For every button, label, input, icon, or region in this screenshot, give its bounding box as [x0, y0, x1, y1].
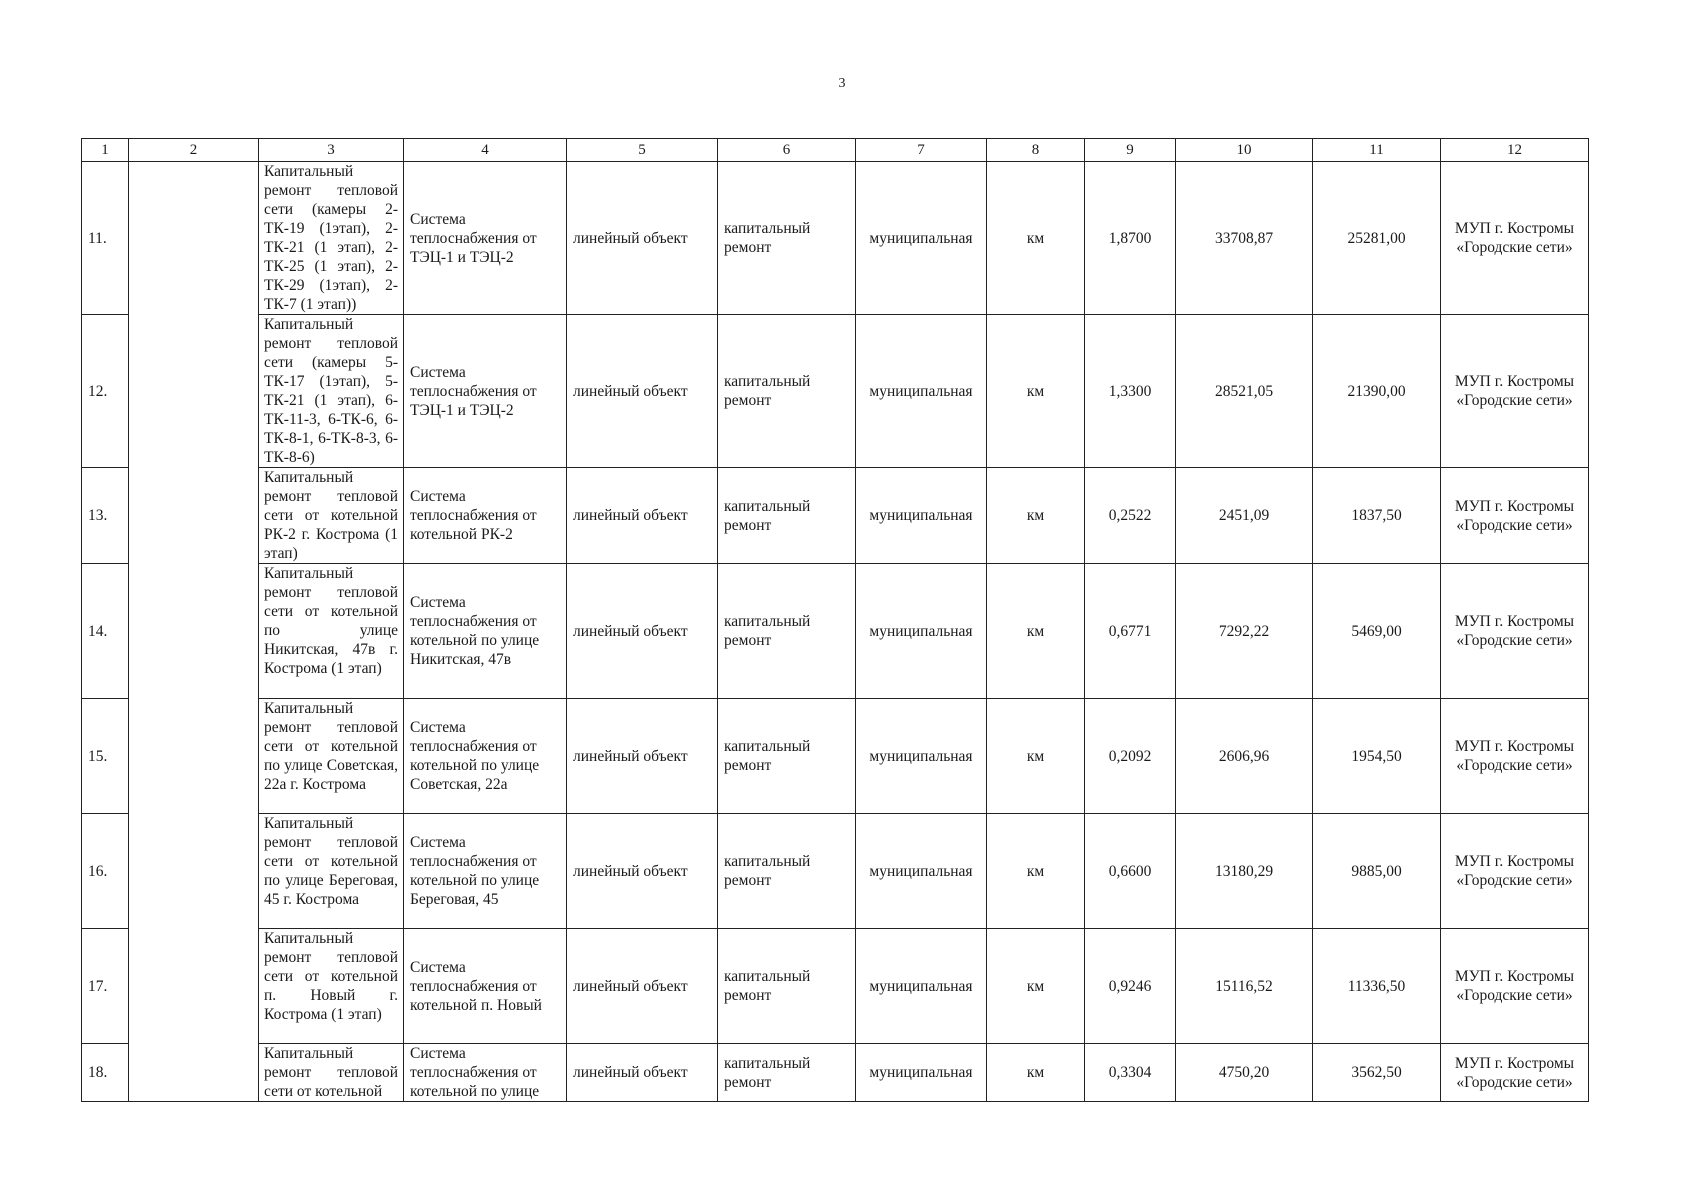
work-type: капитальный ремонт [718, 699, 856, 814]
project-name: Капитальный ремонт тепловой сети от котельной по улице Береговая, 45 г. Кострома [259, 814, 404, 929]
ownership: муниципальная [856, 564, 987, 699]
cost-total: 2451,09 [1176, 468, 1313, 564]
organization: МУП г. Костромы «Городские сети» [1441, 468, 1589, 564]
length-value: 1,3300 [1085, 315, 1176, 468]
project-name: Капитальный ремонт тепловой сети (камеры 2-ТК-19 (1этап), 2-ТК-21 (1 этап), 2-ТК-25 (1 этап), 2-ТК-29 (1этап), 2-ТК-7 (1 этап)) [259, 162, 404, 315]
column-header: 1 [82, 139, 129, 162]
organization: МУП г. Костромы «Городские сети» [1441, 564, 1589, 699]
ownership: муниципальная [856, 315, 987, 468]
project-name: Капитальный ремонт тепловой сети от котельной по улице Советская, 22а г. Кострома [259, 699, 404, 814]
table-row [82, 162, 1589, 315]
column-header: 4 [404, 139, 567, 162]
unit: км [987, 1044, 1085, 1102]
heat-supply-system: Система теплоснабжения от ТЭЦ-1 и ТЭЦ-2 [404, 315, 567, 468]
ownership: муниципальная [856, 1044, 987, 1102]
length-value: 0,6771 [1085, 564, 1176, 699]
cost-total: 33708,87 [1176, 162, 1313, 315]
length-value: 0,2522 [1085, 468, 1176, 564]
organization: МУП г. Костромы «Городские сети» [1441, 162, 1589, 315]
project-name: Капитальный ремонт тепловой сети от котельной [259, 1044, 404, 1102]
work-type: капитальный ремонт [718, 814, 856, 929]
cost-total: 4750,20 [1176, 1044, 1313, 1102]
cost-total: 15116,52 [1176, 929, 1313, 1044]
column-header: 6 [718, 139, 856, 162]
organization: МУП г. Костромы «Городские сети» [1441, 315, 1589, 468]
unit: км [987, 468, 1085, 564]
row-number: 15. [82, 699, 129, 814]
table-row [82, 315, 1589, 468]
heat-supply-system: Система теплоснабжения от котельной по улице Советская, 22а [404, 699, 567, 814]
unit: км [987, 564, 1085, 699]
row-number: 14. [82, 564, 129, 699]
cost-part: 25281,00 [1313, 162, 1441, 315]
ownership: муниципальная [856, 814, 987, 929]
unit: км [987, 814, 1085, 929]
investment-program-table [81, 138, 1589, 1102]
row-number: 13. [82, 468, 129, 564]
work-type: капитальный ремонт [718, 564, 856, 699]
ownership: муниципальная [856, 162, 987, 315]
project-name: Капитальный ремонт тепловой сети от котельной п. Новый г. Кострома (1 этап) [259, 929, 404, 1044]
row-number: 12. [82, 315, 129, 468]
heat-supply-system: Система теплоснабжения от котельной по улице Никитская, 47в [404, 564, 567, 699]
organization: МУП г. Костромы «Городские сети» [1441, 699, 1589, 814]
object-type: линейный объект [567, 162, 718, 315]
project-name: Капитальный ремонт тепловой сети (камеры 5-ТК-17 (1этап), 5-ТК-21 (1 этап), 6-ТК-11-3, 6-ТК-6, 6-ТК-8-1, 6-ТК-8-3, 6-ТК-8-6) [259, 315, 404, 468]
cost-part: 1954,50 [1313, 699, 1441, 814]
table-row [82, 564, 1589, 699]
object-type: линейный объект [567, 564, 718, 699]
table-row [82, 814, 1589, 929]
row-number: 16. [82, 814, 129, 929]
project-name: Капитальный ремонт тепловой сети от котельной по улице Никитская, 47в г. Кострома (1 этап) [259, 564, 404, 699]
heat-supply-system: Система теплоснабжения от котельной РК-2 [404, 468, 567, 564]
row-number: 11. [82, 162, 129, 315]
cost-total: 28521,05 [1176, 315, 1313, 468]
object-type: линейный объект [567, 814, 718, 929]
column-header: 7 [856, 139, 987, 162]
cost-total: 2606,96 [1176, 699, 1313, 814]
work-type: капитальный ремонт [718, 929, 856, 1044]
length-value: 1,8700 [1085, 162, 1176, 315]
length-value: 0,9246 [1085, 929, 1176, 1044]
organization: МУП г. Костромы «Городские сети» [1441, 929, 1589, 1044]
cost-part: 1837,50 [1313, 468, 1441, 564]
heat-supply-system: Система теплоснабжения от ТЭЦ-1 и ТЭЦ-2 [404, 162, 567, 315]
heat-supply-system: Система теплоснабжения от котельной по улице [404, 1044, 567, 1102]
object-type: линейный объект [567, 468, 718, 564]
cost-part: 3562,50 [1313, 1044, 1441, 1102]
cost-part: 11336,50 [1313, 929, 1441, 1044]
length-value: 0,2092 [1085, 699, 1176, 814]
organization: МУП г. Костромы «Городские сети» [1441, 814, 1589, 929]
row-number: 18. [82, 1044, 129, 1102]
unit: км [987, 162, 1085, 315]
table-row [82, 929, 1589, 1044]
ownership: муниципальная [856, 699, 987, 814]
column-header: 5 [567, 139, 718, 162]
column-header: 9 [1085, 139, 1176, 162]
work-type: капитальный ремонт [718, 468, 856, 564]
table-row [82, 699, 1589, 814]
column-header: 10 [1176, 139, 1313, 162]
project-name: Капитальный ремонт тепловой сети от котельной РК-2 г. Кострома (1 этап) [259, 468, 404, 564]
cost-part: 5469,00 [1313, 564, 1441, 699]
column-header: 12 [1441, 139, 1589, 162]
column-header: 8 [987, 139, 1085, 162]
object-type: линейный объект [567, 315, 718, 468]
cost-part: 21390,00 [1313, 315, 1441, 468]
empty-merged-cell [129, 162, 259, 1102]
column-header: 11 [1313, 139, 1441, 162]
object-type: линейный объект [567, 929, 718, 1044]
row-number: 17. [82, 929, 129, 1044]
heat-supply-system: Система теплоснабжения от котельной по улице Береговая, 45 [404, 814, 567, 929]
object-type: линейный объект [567, 699, 718, 814]
cost-total: 13180,29 [1176, 814, 1313, 929]
unit: км [987, 929, 1085, 1044]
page-number: 3 [838, 76, 846, 91]
length-value: 0,6600 [1085, 814, 1176, 929]
organization: МУП г. Костромы «Городские сети» [1441, 1044, 1589, 1102]
object-type: линейный объект [567, 1044, 718, 1102]
ownership: муниципальная [856, 468, 987, 564]
column-header: 2 [129, 139, 259, 162]
ownership: муниципальная [856, 929, 987, 1044]
table-row [82, 1044, 1589, 1102]
work-type: капитальный ремонт [718, 315, 856, 468]
cost-part: 9885,00 [1313, 814, 1441, 929]
column-number-row [82, 139, 1589, 162]
unit: км [987, 315, 1085, 468]
column-header: 3 [259, 139, 404, 162]
unit: км [987, 699, 1085, 814]
work-type: капитальный ремонт [718, 162, 856, 315]
work-type: капитальный ремонт [718, 1044, 856, 1102]
heat-supply-system: Система теплоснабжения от котельной п. Новый [404, 929, 567, 1044]
table-row [82, 468, 1589, 564]
cost-total: 7292,22 [1176, 564, 1313, 699]
length-value: 0,3304 [1085, 1044, 1176, 1102]
